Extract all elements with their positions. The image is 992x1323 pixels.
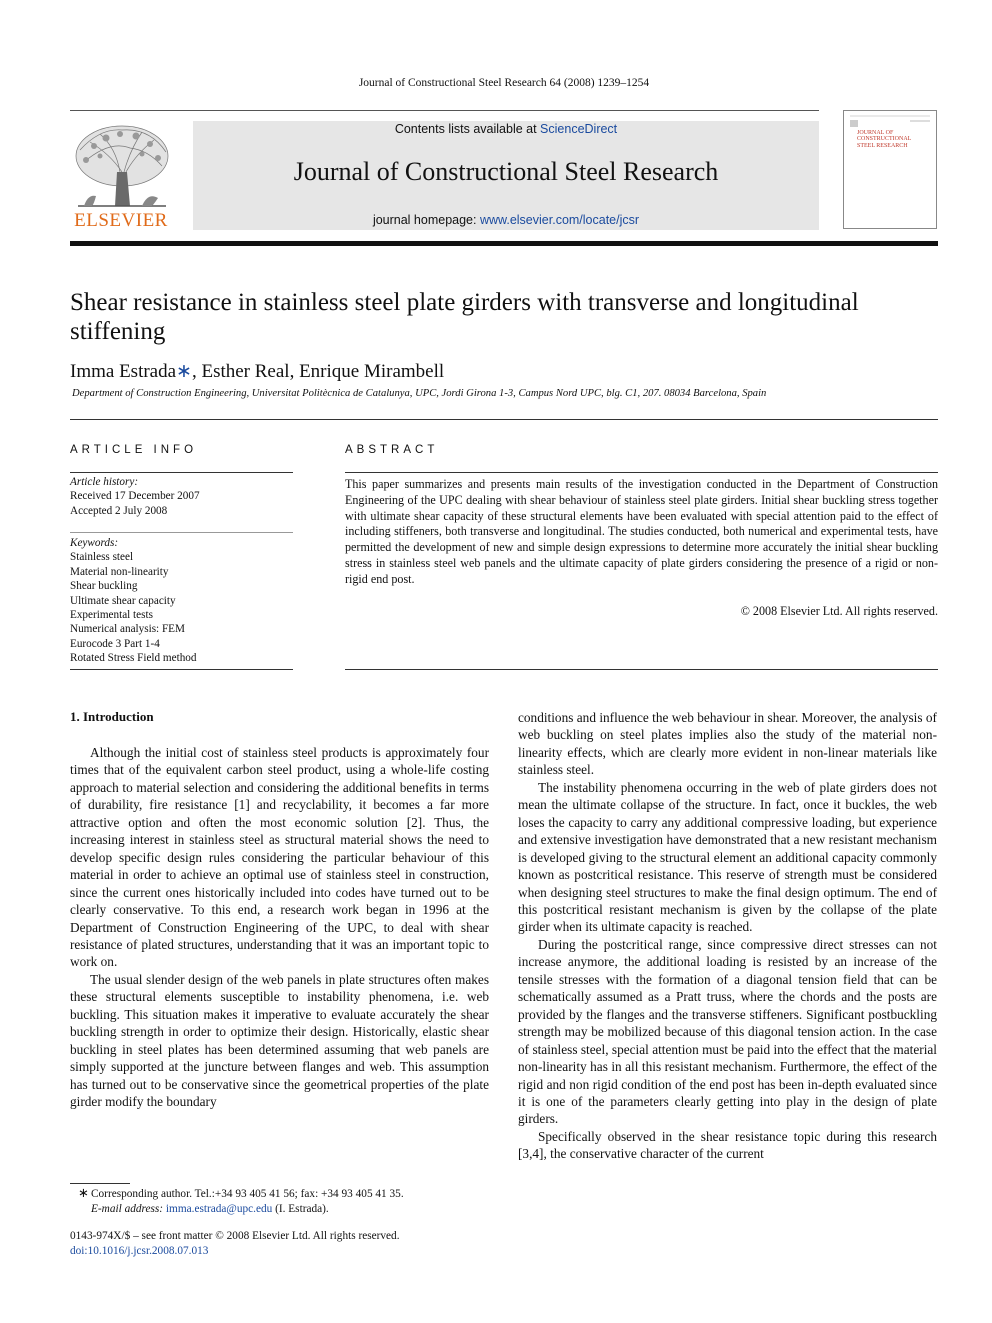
affiliation: Department of Construction Engineering, Universitat Politècnica de Catalunya, UPC, Jordi Girona 1-3, Campus Nord UPC, blg. C1, 207. 08034 Barcelona, Spain	[72, 388, 767, 399]
history-label: Article history:	[70, 476, 139, 488]
author-list	[70, 360, 444, 383]
abstract-copyright: © 2008 Elsevier Ltd. All rights reserved.	[740, 604, 938, 618]
header-thick-rule	[70, 241, 938, 246]
article-info-top-rule	[70, 472, 293, 473]
keyword: Experimental tests	[70, 609, 153, 622]
corresponding-author-mark[interactable]: ∗	[176, 361, 192, 382]
keyword: Rotated Stress Field method	[70, 652, 197, 665]
keyword: Material non-linearity	[70, 565, 169, 578]
journal-name: Journal of Constructional Steel Research	[293, 157, 719, 186]
cover-title-line: STEEL RESEARCH	[857, 142, 908, 149]
cover-title-line: JOURNAL OF	[857, 130, 894, 136]
elsevier-logo[interactable]	[70, 120, 172, 232]
cover-decoration	[844, 111, 936, 228]
keyword: Ultimate shear capacity	[70, 594, 176, 607]
keywords-divider	[70, 532, 293, 533]
body-paragraph: Although the initial cost of stainless steel products is approximately four times that of the equivalent carbon steel product, using a whole-life costing approach to material selection and considering the additional benefits in terms of durability, fire resistance [1] and recyclability, it becomes a far more attractive option and often the most economic solution [2]. Thus, the increasing interest in stainless steel as structural material shows the need to develop specific design rules considering the particular behaviour of this material in order to achieve an optimal use of stainless steel in construction, since the current ones historically included into codes have turned out to be clearly conservative. To this end, a research work began in 1996 at the Department of Construction Engineering of the UPC, to deal with shear resistance of plated structures, understanding that it was an important topic to work on.	[70, 745, 489, 970]
keyword: Stainless steel	[70, 551, 134, 564]
body-column-left	[70, 744, 489, 1111]
keywords-block	[70, 536, 293, 666]
sciencedirect-link[interactable]: ScienceDirect	[540, 122, 618, 136]
elsevier-wordmark: ELSEVIER	[74, 210, 168, 231]
journal-cover-thumbnail[interactable]	[843, 110, 937, 229]
body-paragraph: conditions and influence the web behaviour in shear. Moreover, the analysis of web buckling on steel plates implies also the study of the material non-linearity effects, which are clearly more evident in non-linear materials like stainless steel.	[518, 710, 937, 778]
abstract-top-rule	[345, 472, 938, 473]
abstract-bottom-rule	[345, 669, 938, 670]
abstract-text: This paper summarizes and presents main results of the investigation conducted in the Department of Construction Engineering of the UPC dealing with shear behaviour of stainless steel plate girders. Initial shear buckling stress together with ultimate shear capacity of these structural elements have been evaluated with special attention paid to the effect of including stiffeners, both transverse and longitudinal. The studies conducted, both numerical and experimental tests, have permitted the development of new and simple design expressions to determine more accurately the initial shear buckling stress in stainless steel web panels and the ultimate capacity of plate girders considering the presence of a rigid or non-rigid end post.	[345, 477, 938, 586]
author-name: Imma Estrada	[70, 361, 177, 382]
doi-link[interactable]: doi:10.1016/j.jcsr.2008.07.013	[70, 1245, 209, 1257]
section-rule	[70, 419, 938, 420]
tree-icon	[70, 120, 172, 212]
accepted-date: Accepted 2 July 2008	[70, 504, 168, 517]
keyword: Shear buckling	[70, 580, 138, 593]
section-heading-introduction: 1. Introduction	[70, 709, 154, 724]
corresponding-author-note: Corresponding author. Tel.:+34 93 405 41 56; fax: +34 93 405 41 35.	[91, 1188, 404, 1200]
body-column-right	[518, 709, 937, 1163]
article-title: Shear resistance in stainless steel plate girders with transverse and longitudinal stiffening	[70, 289, 859, 345]
email-suffix: (I. Estrada).	[272, 1203, 329, 1215]
author-names-rest: , Esther Real, Enrique Mirambell	[191, 361, 445, 382]
keyword: Eurocode 3 Part 1-4	[70, 637, 160, 650]
body-paragraph: During the postcritical range, since compressive direct stresses can not increase anymore, the additional loading is resisted by an increase of the tensile stresses with the formation of a diagonal tension field that can be schematically assumed as a Pratt truss, where the chords and the posts are provided by the flanges and the transverse stiffeners. Significant postbuckling strength may be mobilized because of this diagonal tension action. In the case of stainless steel, special attention must be paid into the effect that the material non-linearity has in all this resistant mechanism. Furthermore, the effect of the rigid and non rigid condition of the end post has been in-depth evaluated since it is one of the parameters clearly getting into play in the design of plate girders.	[518, 936, 937, 1127]
abstract-heading: ABSTRACT	[345, 444, 439, 456]
email-link[interactable]: imma.estrada@upc.edu	[165, 1203, 273, 1215]
email-label: E-mail address:	[91, 1203, 166, 1215]
footnote-mark: ∗	[78, 1185, 89, 1200]
journal-citation: Journal of Constructional Steel Research 64 (2008) 1239–1254	[358, 77, 650, 89]
cover-title-line: CONSTRUCTIONAL	[857, 136, 912, 143]
body-paragraph: Specifically observed in the shear resistance topic during this research [3,4], the conservative character of the current	[518, 1128, 937, 1162]
body-paragraph: The instability phenomena occurring in the web of plate girders does not mean the ultimate collapse of the structure. In fact, once it buckles, the web loses the capacity to carry any additional compressive loading, but experience and extensive investigation have demonstrated that a new resistant mechanism is developed giving to the structural element an additional capacity commonly known as postcritical resistance. This reserve of strength must be considered when designing steel structures to make the final design optimum. The end of this postcritical resistant mechanism is given by the collapse of the plate girder when its ultimate capacity is reached.	[518, 779, 937, 935]
body-paragraph: The usual slender design of the web panels in plate structures often makes these structural elements susceptible to instability phenomena, i.e. web buckling. This situation makes it imperative to evaluate accurately the shear buckling strength in order to optimize their design. Historically, elastic shear buckling in steel plates has been determined assuming that web panels are simply supported at the juncture between flanges and web. This assumption has turned out to be conservative since the geometrical properties of the plate girder modify the boundary	[70, 971, 489, 1110]
issn-note: 0143-974X/$ – see front matter © 2008 Elsevier Ltd. All rights reserved.	[70, 1230, 400, 1242]
keyword: Numerical analysis: FEM	[70, 623, 185, 636]
email-note	[91, 1203, 329, 1215]
footnote-rule	[70, 1183, 130, 1184]
homepage-prefix: journal homepage:	[372, 213, 480, 227]
article-info-bottom-rule	[70, 669, 293, 670]
homepage-link[interactable]: www.elsevier.com/locate/jcsr	[479, 213, 640, 227]
article-info-heading: ARTICLE INFO	[70, 444, 198, 456]
received-date: Received 17 December 2007	[70, 490, 200, 503]
homepage-line	[193, 213, 819, 227]
contents-line	[193, 122, 819, 136]
keywords-label: Keywords:	[70, 537, 119, 549]
contents-prefix: Contents lists available at	[394, 122, 541, 136]
header-rule	[70, 110, 819, 111]
cover-title	[857, 130, 911, 149]
article-history	[70, 475, 293, 518]
